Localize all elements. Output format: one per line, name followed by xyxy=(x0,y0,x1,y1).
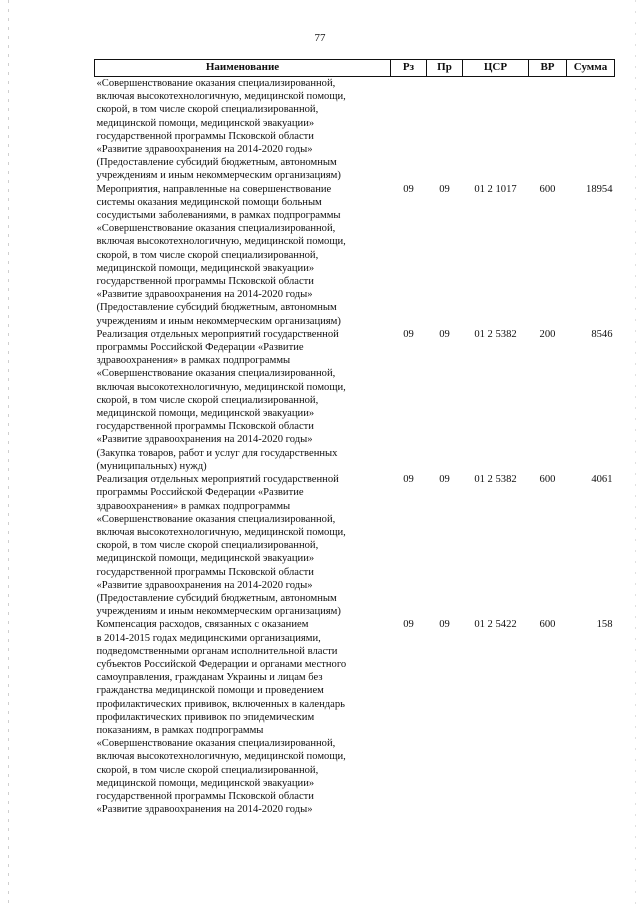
row-csr: 01 2 5382 xyxy=(474,474,517,486)
header-name: Наименование xyxy=(95,60,391,77)
page-number: 77 xyxy=(314,32,326,44)
row-pr: 09 xyxy=(439,183,450,195)
row-sum xyxy=(567,77,615,183)
row-vr: 200 xyxy=(539,328,556,340)
row-rz: 09 xyxy=(403,619,414,631)
table-row xyxy=(95,473,615,618)
row-rz: 09 xyxy=(403,183,414,195)
row-rz: 09 xyxy=(403,328,414,340)
row-vr: 600 xyxy=(539,474,556,486)
row-vr xyxy=(529,77,567,183)
row-name: Компенсация расходов, связанных с оказанием в 2014-2015 годах медицинскими организациями, подведомственными органам исполнительной власти субъектов Российской Федерации и органами местного самоуправления, гражданам Украины и лицам без гражданства медицинской помощи и проведением профилактических прививок, включенных в календарь профилактических прививок по эпидемическим показаниям, в рамках подпрограммы «Совершенствование оказания специализированной, включая высокотехнологичную, медицинской помощи, скорой, в том числе скорой специализированной, медицинской помощи, медицинской эвакуации» государственной программы Псковской области «Развитие здравоохранения на 2014-2020 годы» xyxy=(96,619,347,816)
row-csr: 01 2 1017 xyxy=(474,183,517,195)
row-sum: 4061 xyxy=(591,474,613,486)
table-header-row xyxy=(95,60,615,77)
row-pr: 09 xyxy=(439,474,450,486)
budget-table xyxy=(94,59,615,816)
row-sum: 8546 xyxy=(591,328,613,340)
header-rz: Рз xyxy=(391,60,427,77)
header-sum: Сумма xyxy=(567,60,615,77)
row-pr xyxy=(427,77,463,183)
row-pr: 09 xyxy=(439,619,450,631)
row-csr xyxy=(463,77,529,183)
table-row xyxy=(95,618,615,816)
row-csr: 01 2 5422 xyxy=(474,619,517,631)
row-rz xyxy=(391,77,427,183)
row-name: Реализация отдельных мероприятий государственной программы Российской Федерации «Развитие здравоохранения» в рамках подпрограммы «Совершенствование оказания специализированной, включая высокотехнологичную, медицинской помощи, скорой, в том числе скорой специализированной, медицинской помощи, медицинской эвакуации» государственной программы Псковской области «Развитие здравоохранения на 2014-2020 годы» (Предоставление субсидий бюджетным, автономным учреждениям и иным некоммерческим организациям) xyxy=(96,474,346,618)
row-sum: 158 xyxy=(596,619,613,631)
table-row xyxy=(95,77,615,183)
row-pr: 09 xyxy=(439,328,450,340)
table-row xyxy=(95,183,615,328)
scan-edge-right xyxy=(635,0,636,905)
header-vr: ВР xyxy=(529,60,567,77)
row-vr: 600 xyxy=(539,183,556,195)
table-row xyxy=(95,328,615,473)
row-name: «Совершенствование оказания специализированной, включая высокотехнологичную, медицинской помощи, скорой, в том числе скорой специализированной, медицинской помощи, медицинской эвакуации» государственной программы Псковской области «Развитие здравоохранения на 2014-2020 годы» (Предоставление субсидий бюджетным, автономным учреждениям и иным некоммерческим организациям) xyxy=(96,78,346,182)
header-pr: Пр xyxy=(427,60,463,77)
scan-edge-left xyxy=(8,0,9,905)
header-csr: ЦСР xyxy=(463,60,529,77)
row-name: Реализация отдельных мероприятий государственной программы Российской Федерации «Развитие здравоохранения» в рамках подпрограммы «Совершенствование оказания специализированной, включая высокотехнологичную, медицинской помощи, скорой, в том числе скорой специализированной, медицинской помощи, медицинской эвакуации» государственной программы Псковской области «Развитие здравоохранения на 2014-2020 годы» (Закупка товаров, работ и услуг для государственных (муниципальных) нужд) xyxy=(96,328,346,472)
row-name: Мероприятия, направленные на совершенствование системы оказания медицинской помощи больным сосудистыми заболеваниями, в рамках подпрограммы «Совершенствование оказания специализированной, включая высокотехнологичную, медицинской помощи, скорой, в том числе скорой специализированной, медицинской помощи, медицинской эвакуации» государственной программы Псковской области «Развитие здравоохранения на 2014-2020 годы» (Предоставление субсидий бюджетным, автономным учреждениям и иным некоммерческим организациям) xyxy=(96,183,346,327)
row-vr: 600 xyxy=(539,619,556,631)
row-csr: 01 2 5382 xyxy=(474,328,517,340)
row-rz: 09 xyxy=(403,474,414,486)
row-sum: 18954 xyxy=(586,183,613,195)
